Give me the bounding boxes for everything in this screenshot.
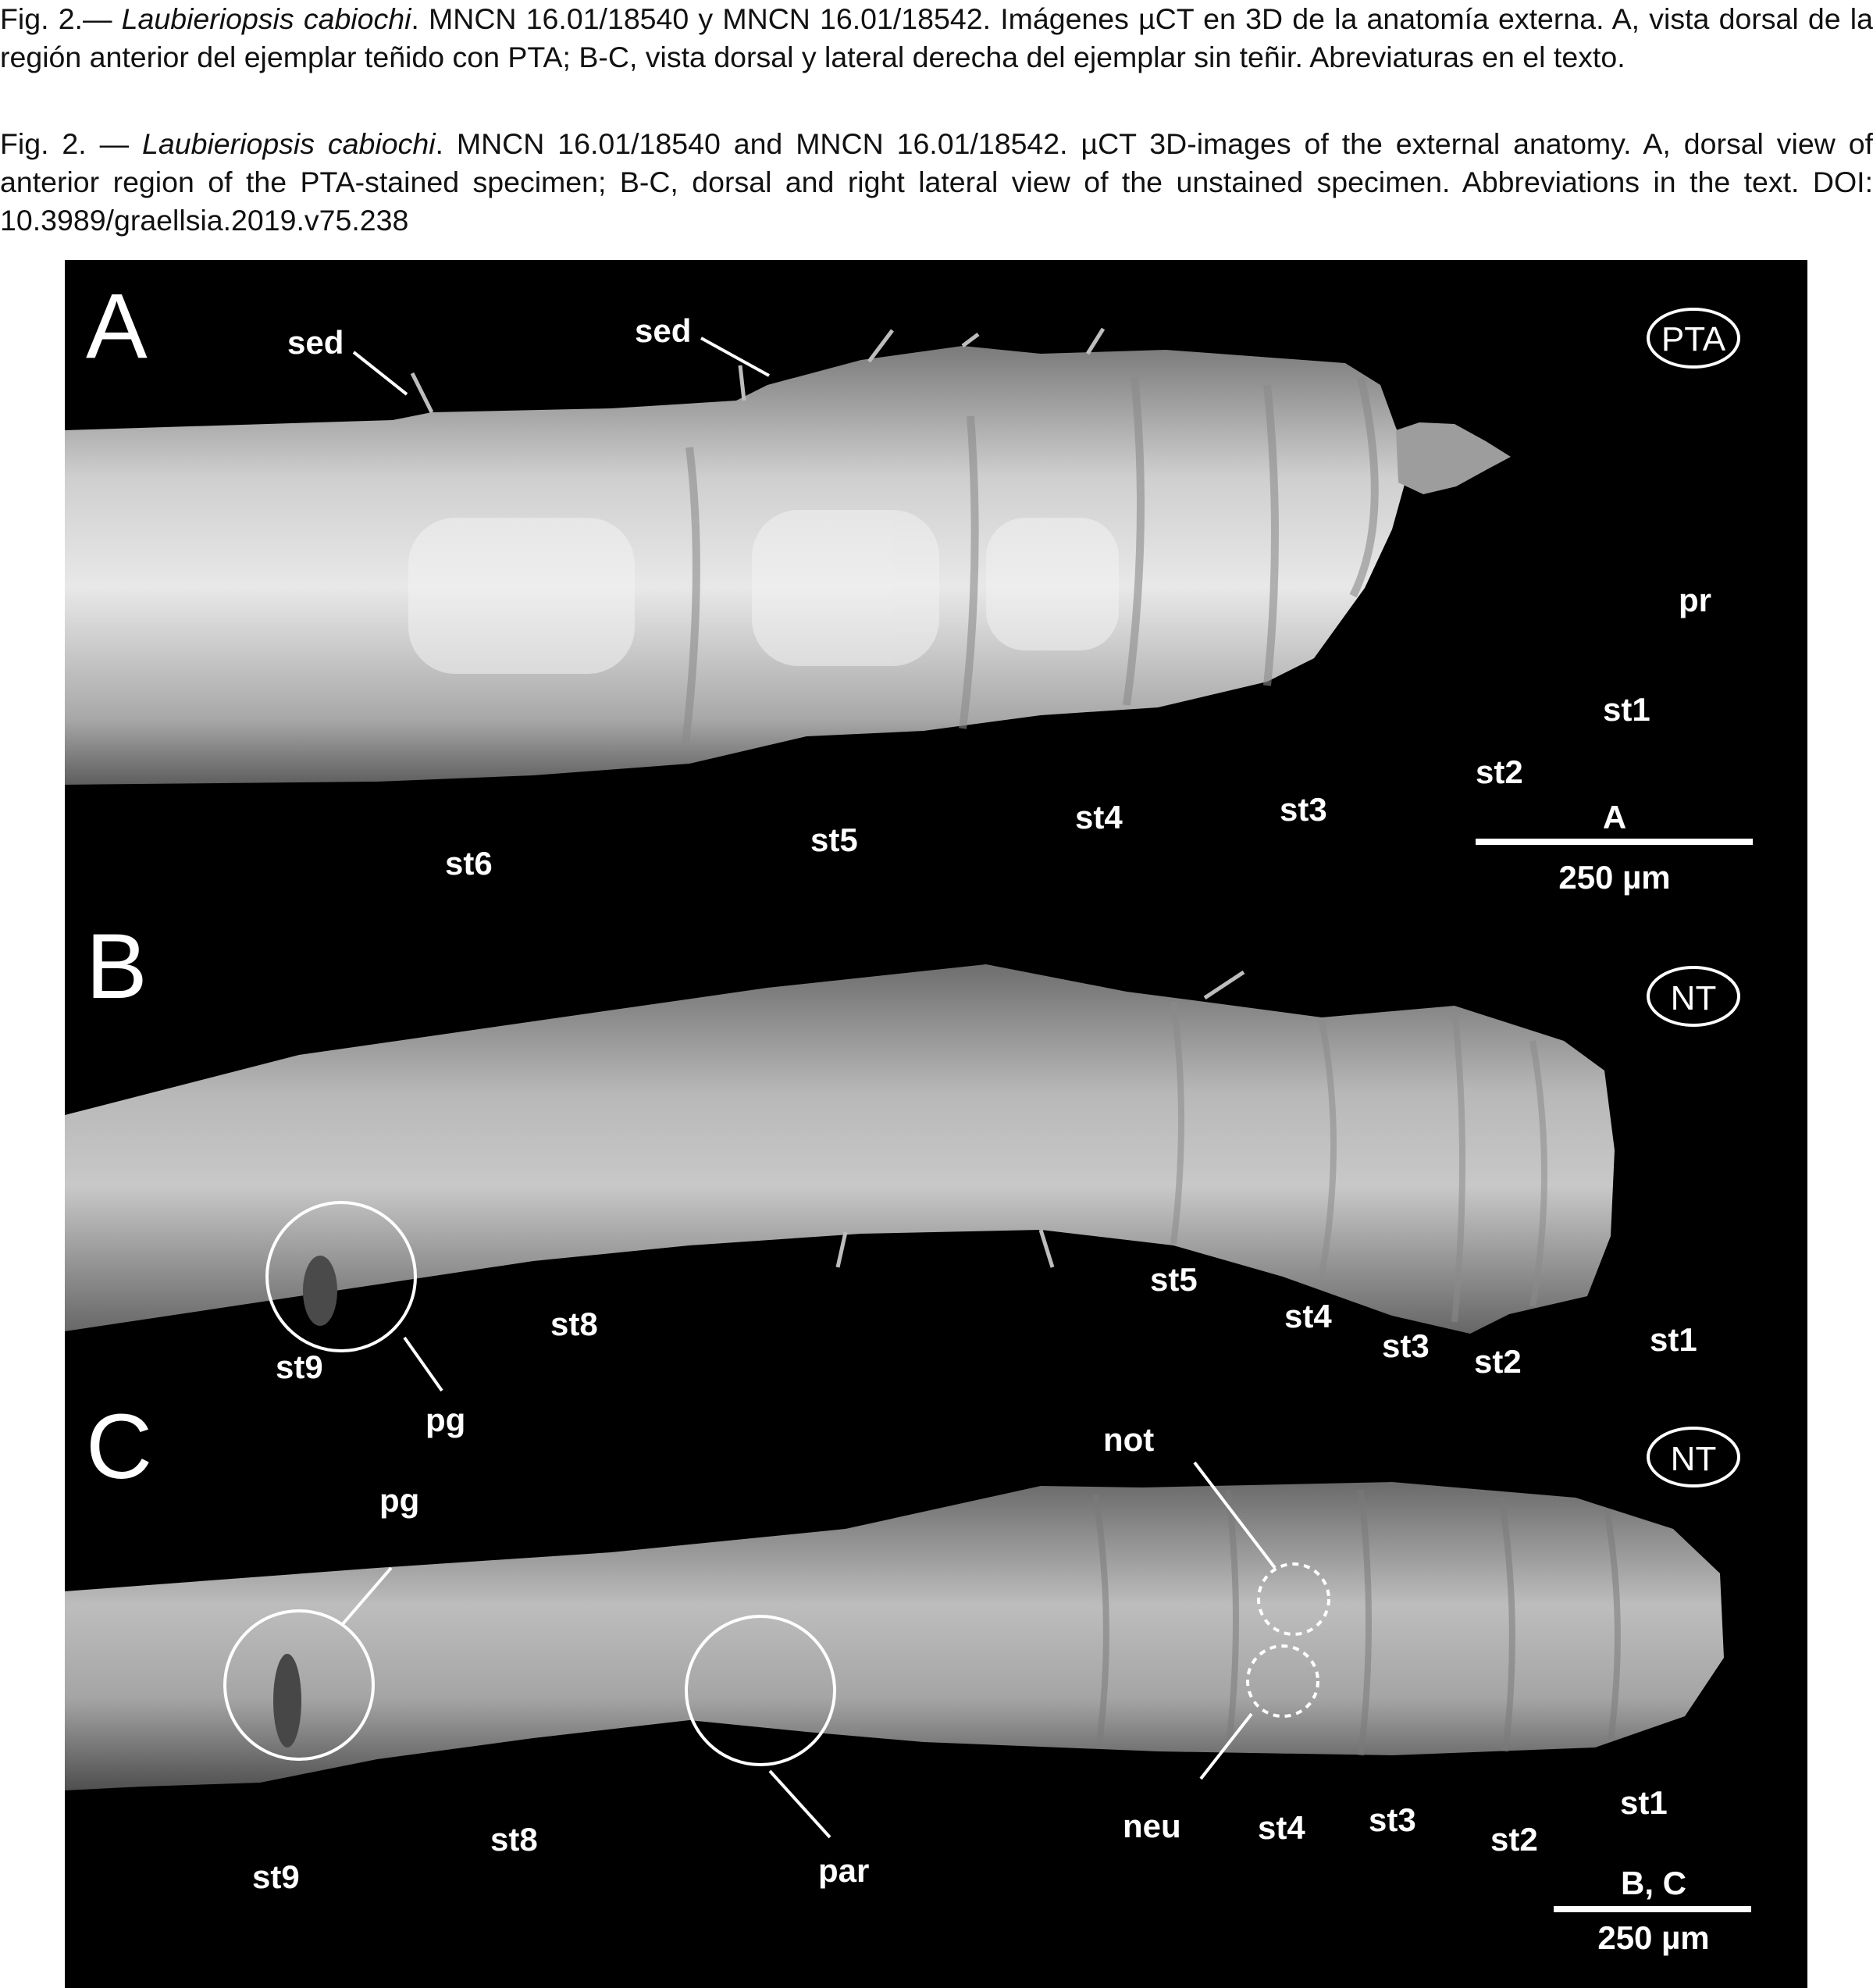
label-b-st1: st1 [1650,1321,1697,1358]
label-c-st9: st9 [252,1858,300,1895]
stain-label-c: NT [1670,1440,1717,1478]
label-c-st4: st4 [1258,1809,1305,1846]
label-b-st4: st4 [1284,1298,1332,1334]
species-name: Laubieriopsis cabiochi [121,2,411,35]
label-c-par: par [818,1852,870,1889]
label-a-st2: st2 [1476,754,1523,790]
panel-letter-a: A [86,275,148,378]
scale-title-bc: B, C [1621,1865,1686,1901]
specimen-body-b [65,964,1615,1334]
stain-label-a: PTA [1661,320,1726,358]
label-a-st1: st1 [1603,691,1650,728]
caption-english: Fig. 2. — Laubieriopsis cabiochi. MNCN 16.01/18540 and MNCN 16.01/18542. µCT 3D-images of the external anatomy. A, dorsal view of anterior region of the PTA-stained specimen; B-C, dorsal and right lateral view of the unstained specimen. Abbreviations in the text. DOI: 10.3989/graellsia.2019.v75.238 [0,127,1873,237]
leader-pg-b [404,1338,442,1391]
species-name: Laubieriopsis cabiochi [142,127,436,160]
label-b-pg: pg [426,1402,466,1438]
scale-value-a: 250 µm [1558,859,1671,896]
caption-spanish: Fig. 2.— Laubieriopsis cabiochi. MNCN 16.01/18540 y MNCN 16.01/18542. Imágenes µCT en 3D de la anatomía externa. A, vista dorsal de la región anterior del ejemplar teñido con PTA; B-C, vista dorsal y lateral derecha del ejemplar sin teñir. Abreviaturas en el texto. [0,2,1873,73]
label-a-st6: st6 [445,845,493,882]
label-b-st2: st2 [1474,1343,1522,1380]
proboscis [1396,422,1511,494]
specimen-body-c [65,1482,1724,1790]
scale-value-bc: 250 µm [1597,1919,1710,1956]
panel-letter-c: C [86,1395,153,1498]
label-a-st4: st4 [1075,799,1123,835]
label-a-st3: st3 [1280,791,1327,828]
pygidium-c [273,1654,301,1748]
scale-title-a: A [1602,799,1627,835]
label-c-neu: neu [1123,1808,1181,1844]
label-b-st3: st3 [1382,1327,1430,1364]
panel-a [65,275,1753,896]
label-c-st8: st8 [490,1821,538,1858]
figure-microct [65,260,1807,1988]
leader-sed-1 [354,352,407,394]
label-pr: pr [1679,582,1711,618]
pygidium-b [303,1256,337,1326]
panel-b [65,915,1739,1438]
label-c-not: not [1103,1421,1155,1458]
leader-sed-2 [701,338,769,376]
label-c-st1: st1 [1620,1784,1668,1821]
stain-label-b: NT [1670,979,1717,1017]
label-b-st9: st9 [276,1348,323,1385]
label-b-st5: st5 [1150,1261,1198,1298]
specimen-body-a [65,346,1412,785]
label-sed-2: sed [635,312,692,349]
label-a-st5: st5 [810,821,858,858]
panel-letter-b: B [86,915,148,1018]
leader-par [770,1771,830,1837]
label-c-st2: st2 [1490,1821,1538,1858]
label-sed-1: sed [287,324,344,361]
panel-c [65,1395,1751,1956]
label-b-st8: st8 [550,1306,598,1342]
label-c-st3: st3 [1369,1801,1416,1838]
label-c-pg: pg [379,1482,420,1519]
